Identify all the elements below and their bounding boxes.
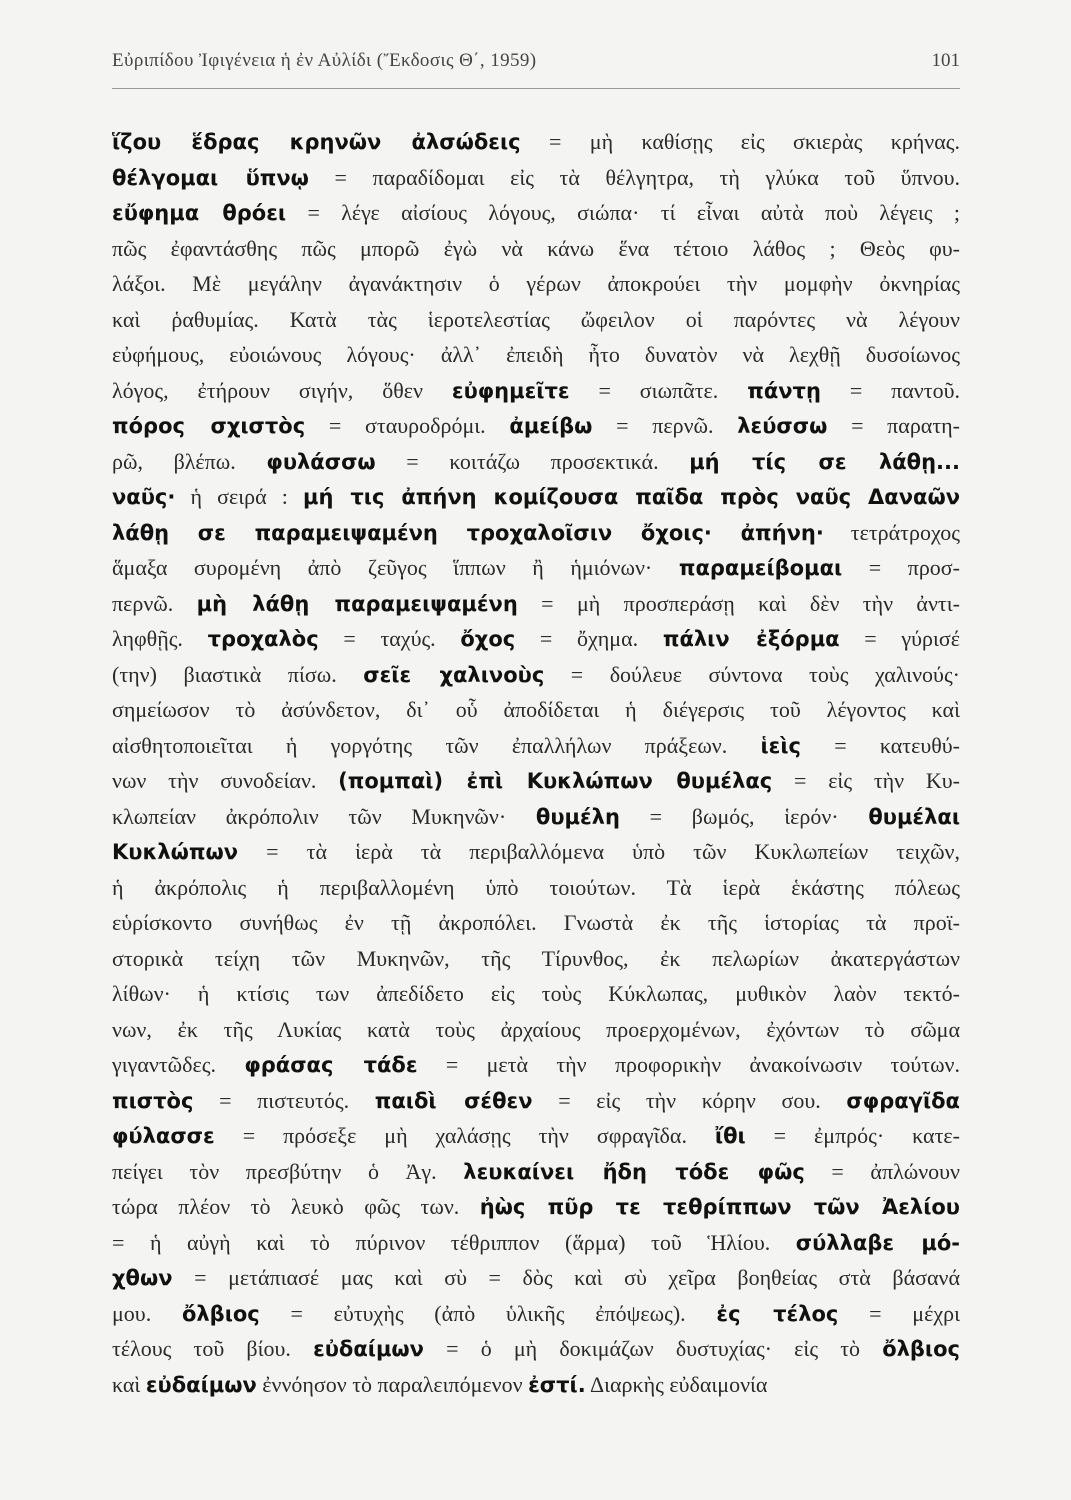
lemma-term: ἠὼς πῦρ τε τεθρίππων τῶν Ἀελίου — [479, 1195, 960, 1219]
text-line — [112, 870, 960, 906]
lemma-term: ἀμείβω — [509, 414, 593, 438]
header-rule — [112, 88, 960, 89]
gloss-text: = μετὰ τὴν προφορικὴν ἀνακοίνωσιν τούτων. — [417, 1052, 960, 1077]
gloss-text: εὑρίσκοντο συνήθως ἐν τῇ ἀκροπόλει. Γνωστὰ ἐκ τῆς ἱστορίας τὰ προϊ- — [112, 910, 960, 935]
gloss-text: = παρατη- — [827, 413, 960, 438]
lemma-term: ἐστί. — [528, 1372, 586, 1397]
text-line — [112, 515, 960, 551]
gloss-text: = περνῶ. — [592, 413, 738, 438]
lemma-term: πάντῃ — [747, 378, 821, 403]
header-title: Εὐριπίδου Ἰφιγένεια ἡ ἐν Αὐλίδι (Ἔκδοσις Θ΄, 1959) — [112, 50, 537, 71]
gloss-text: περνῶ. — [112, 590, 197, 616]
lemma-term: ἴθι — [714, 1124, 746, 1148]
text-line — [112, 266, 960, 302]
gloss-text: ἡ ἀκρόπολις ἡ περιβαλλομένη ὑπὸ τοιούτων. Τὰ ἱερὰ ἑκάστης πόλεως — [112, 874, 960, 900]
running-header — [112, 44, 960, 84]
lemma-term: ναῦς· — [112, 485, 176, 509]
gloss-text: εὐφήμους, εὐοιώνους λόγους· ἀλλ᾽ ἐπειδὴ ἦτο δυνατὸν νὰ λεχθῇ δυσοίωνος — [112, 342, 960, 367]
gloss-text: = πρόσεξε μὴ χαλάσῃς τὴν σφραγῖδα. — [214, 1123, 715, 1148]
text-line — [112, 337, 960, 373]
lemma-term: φράσας τάδε — [244, 1053, 418, 1077]
lemma-term: θυμέλη — [535, 804, 620, 829]
gloss-text: = μέχρι — [838, 1300, 960, 1326]
lemma-term: λάθῃ σε παραμειψαμένη τροχαλοῖσιν ὄχοις· ἀπήνη· — [112, 520, 824, 545]
lemma-term: παραμείβομαι — [678, 556, 843, 580]
lemma-term: ἐς τέλος — [716, 1301, 839, 1326]
gloss-text: γιγαντῶδες. — [112, 1052, 245, 1077]
gloss-text: λίθων· ἡ κτίσις των ἀπεδίδετο εἰς τοὺς Κύκλωπας, μυθικὸν λαὸν τεκτό- — [112, 981, 960, 1006]
gloss-text: = πιστευτός. — [193, 1087, 375, 1113]
lemma-term: εὐδαίμων — [145, 1372, 257, 1397]
lemma-term: πάλιν ἐξόρμα — [662, 627, 840, 651]
text-line — [112, 834, 960, 870]
gloss-text: = βωμός, ἱερόν· — [619, 803, 869, 829]
gloss-text: καὶ — [112, 1371, 146, 1397]
text-line — [112, 444, 960, 480]
gloss-text: = εὐτυχὴς (ἀπὸ ὑλικῆς ἐπόψεως). — [259, 1300, 717, 1326]
lemma-term: ἱεὶς — [760, 733, 801, 758]
text-line — [112, 479, 960, 515]
gloss-text: = μὴ προσπεράσῃ καὶ δὲν τὴν ἀντι- — [517, 590, 960, 616]
lemma-term: πόρος σχιστὸς — [112, 414, 306, 438]
gloss-text: = εἰς τὴν κόρην σου. — [532, 1087, 847, 1113]
lemma-term: μή τίς σε λάθῃ... — [689, 449, 960, 474]
lemma-term: σεῖε χαλινοὺς — [363, 662, 545, 687]
gloss-text: κλωπείαν ἀκρόπολιν τῶν Μυκηνῶν· — [112, 803, 536, 829]
gloss-text: = γύρισέ — [839, 626, 960, 651]
text-line — [112, 1154, 960, 1190]
lemma-term: λευκαίνει ἤδη τόδε φῶς — [463, 1159, 805, 1184]
lemma-term: ὄχος — [460, 627, 516, 651]
gloss-text: τέλους τοῦ βίου. — [112, 1336, 314, 1361]
gloss-text: ρῶ, βλέπω. — [112, 448, 267, 474]
lemma-term: ὄλβιος — [882, 1337, 960, 1361]
text-line — [112, 1189, 960, 1225]
lemma-term: φύλασσε — [112, 1124, 215, 1148]
text-line — [112, 728, 960, 764]
gloss-text: = κοιτάζω προσεκτικά. — [375, 448, 690, 474]
text-line — [112, 586, 960, 622]
gloss-text: τετράτροχος — [823, 519, 960, 545]
text-line — [112, 976, 960, 1012]
gloss-text: στορικὰ τείχη τῶν Μυκηνῶν, τῆς Τίρυνθος, ἐκ πελωρίων ἀκατεργάστων — [112, 945, 960, 971]
gloss-text: λάξοι. Μὲ μεγάλην ἀγανάκτησιν ὁ γέρων ἀποκρούει τὴν μομφὴν ὀκνηρίας — [112, 271, 960, 296]
text-line — [112, 1331, 960, 1367]
gloss-text: = σιωπᾶτε. — [569, 377, 748, 403]
gloss-text: = ταχύς. — [318, 626, 461, 651]
text-line — [112, 1296, 960, 1332]
gloss-text: = ἀπλώνουν — [804, 1158, 960, 1184]
lemma-term: τροχαλὸς — [207, 627, 319, 651]
gloss-text: = ὄχημα. — [515, 626, 663, 651]
text-line — [112, 621, 960, 657]
lemma-term: θυμέλαι — [868, 804, 960, 829]
text-line — [112, 302, 960, 338]
lemma-term: εὔφημα θρόει — [112, 201, 287, 225]
lemma-term: παιδὶ σέθεν — [374, 1088, 533, 1113]
lemma-term: σύλλαβε μό- — [795, 1230, 960, 1255]
lemma-term: Κυκλώπων — [112, 840, 239, 864]
lemma-term: μὴ λάθῃ παραμειψαμένη — [196, 591, 518, 616]
text-line — [112, 231, 960, 267]
lemma-term: χθων — [112, 1266, 173, 1290]
lemma-term: εὐδαίμων — [313, 1337, 424, 1361]
lemma-term: λεύσσω — [737, 414, 828, 438]
text-line — [112, 195, 960, 231]
gloss-text: νων, ἐκ τῆς Λυκίας κατὰ τοὺς ἀρχαίους προερχομένων, ἐχόντων τὸ σῶμα — [112, 1016, 960, 1042]
text-line — [112, 763, 960, 799]
text-line — [112, 799, 960, 835]
lemma-term: σφραγῖδα — [846, 1088, 960, 1113]
text-line — [112, 1012, 960, 1048]
gloss-text: = παραδίδομαι εἰς τὰ θέλγητρα, τὴ γλύκα τοῦ ὕπνου. — [308, 164, 960, 190]
gloss-text: = λέγε αἰσίους λόγους, σιώπα· τί εἶναι αὐτὰ ποὺ λέγεις ; — [286, 200, 960, 225]
gloss-text: ἐννόησον τὸ παραλειπόμενον — [256, 1371, 529, 1397]
text-line — [112, 657, 960, 693]
gloss-text: νων τὴν συνοδείαν. — [112, 768, 339, 793]
lemma-term: ἵζου ἕδρας κρηνῶν ἀλσώδεις — [112, 130, 521, 154]
lemma-term: πιστὸς — [112, 1088, 194, 1113]
gloss-text: τώρα πλέον τὸ λευκὸ φῶς των. — [112, 1194, 480, 1219]
gloss-text: = δούλευε σύντονα τοὺς χαλινούς· — [544, 661, 960, 687]
gloss-text: = προσ- — [842, 555, 960, 580]
gloss-text: = εἰς τὴν Κυ- — [772, 768, 960, 793]
gloss-text: = μετάπιασέ μας καὶ σὺ = δὸς καὶ σὺ χεῖρα βοηθείας στὰ βάσανά — [172, 1265, 960, 1290]
text-line — [112, 373, 960, 409]
text-line — [112, 408, 960, 444]
text-line — [112, 160, 960, 196]
gloss-text: καὶ ῥαθυμίας. Κατὰ τὰς ἱεροτελεστίας ὤφειλον οἱ παρόντες νὰ λέγουν — [112, 306, 960, 332]
gloss-text: = σταυροδρόμι. — [305, 413, 510, 438]
gloss-text: Διαρκὴς εὐδαιμονία — [585, 1371, 768, 1397]
gloss-text: = ἡ αὐγὴ καὶ τὸ πύρινον τέθριππον (ἅρμα) τοῦ Ἡλίου. — [112, 1229, 796, 1255]
gloss-text: ληφθῇς. — [112, 626, 208, 651]
text-line — [112, 941, 960, 977]
text-line — [112, 1047, 960, 1083]
text-line — [112, 550, 960, 586]
page-number: 101 — [931, 50, 960, 71]
lemma-term: εὐφημεῖτε — [451, 378, 570, 403]
lemma-term: (πομπαὶ) ἐπὶ Κυκλώπων θυμέλας — [338, 769, 773, 793]
gloss-text: πείγει τὸν πρεσβύτην ὁ Ἀγ. — [112, 1158, 464, 1184]
text-line — [112, 1367, 960, 1403]
gloss-text: = μὴ καθίσῃς εἰς σκιερὰς κρήνας. — [520, 129, 960, 154]
lemma-term: ὄλβιος — [181, 1301, 260, 1326]
text-line — [112, 124, 960, 160]
gloss-text: μου. — [112, 1300, 182, 1326]
gloss-text: πῶς ἐφαντάσθης πῶς μπορῶ ἐγὼ νὰ κάνω ἕνα τέτοιο λάθος ; Θεὸς φυ- — [112, 235, 960, 261]
gloss-text: ἅμαξα συρομένη ἀπὸ ζεῦγος ἵππων ἢ ἡμιόνων· — [112, 555, 679, 580]
text-line — [112, 1118, 960, 1154]
lemma-term: θέλγομαι ὕπνῳ — [112, 165, 309, 190]
text-line — [112, 905, 960, 941]
gloss-text: = ὁ μὴ δοκιμάζων δυστυχίας· εἰς τὸ — [423, 1336, 883, 1361]
lemma-term: φυλάσσω — [266, 449, 376, 474]
gloss-text: (την) βιαστικὰ πίσω. — [112, 661, 364, 687]
gloss-text: λόγος, ἐτήρουν σιγήν, ὅθεν — [112, 377, 452, 403]
gloss-text: = τὰ ἱερὰ τὰ περιβαλλόμενα ὑπὸ τῶν Κυκλωπείων τειχῶν, — [238, 839, 960, 864]
text-line — [112, 1225, 960, 1261]
lemma-term: μή τις ἀπήνη κομίζουσα παῖδα πρὸς ναῦς Δαναῶν — [303, 485, 960, 509]
gloss-text: αἰσθητοποιεῖται ἡ γοργότης τῶν ἐπαλλήλων πράξεων. — [112, 732, 761, 758]
text-line — [112, 1260, 960, 1296]
gloss-text: = ἐμπρός· κατε- — [745, 1123, 960, 1148]
text-line — [112, 1083, 960, 1119]
gloss-text: σημείωσον τὸ ἀσύνδετον, δι᾽ οὗ ἀποδίδεται ἡ διέγερσις τοῦ λέγοντος καὶ — [112, 697, 960, 722]
text-line — [112, 692, 960, 728]
commentary-text — [112, 124, 960, 1402]
gloss-text: = κατευθύ- — [800, 732, 960, 758]
gloss-text: ἡ σειρά : — [175, 484, 304, 509]
gloss-text: = παντοῦ. — [820, 377, 960, 403]
